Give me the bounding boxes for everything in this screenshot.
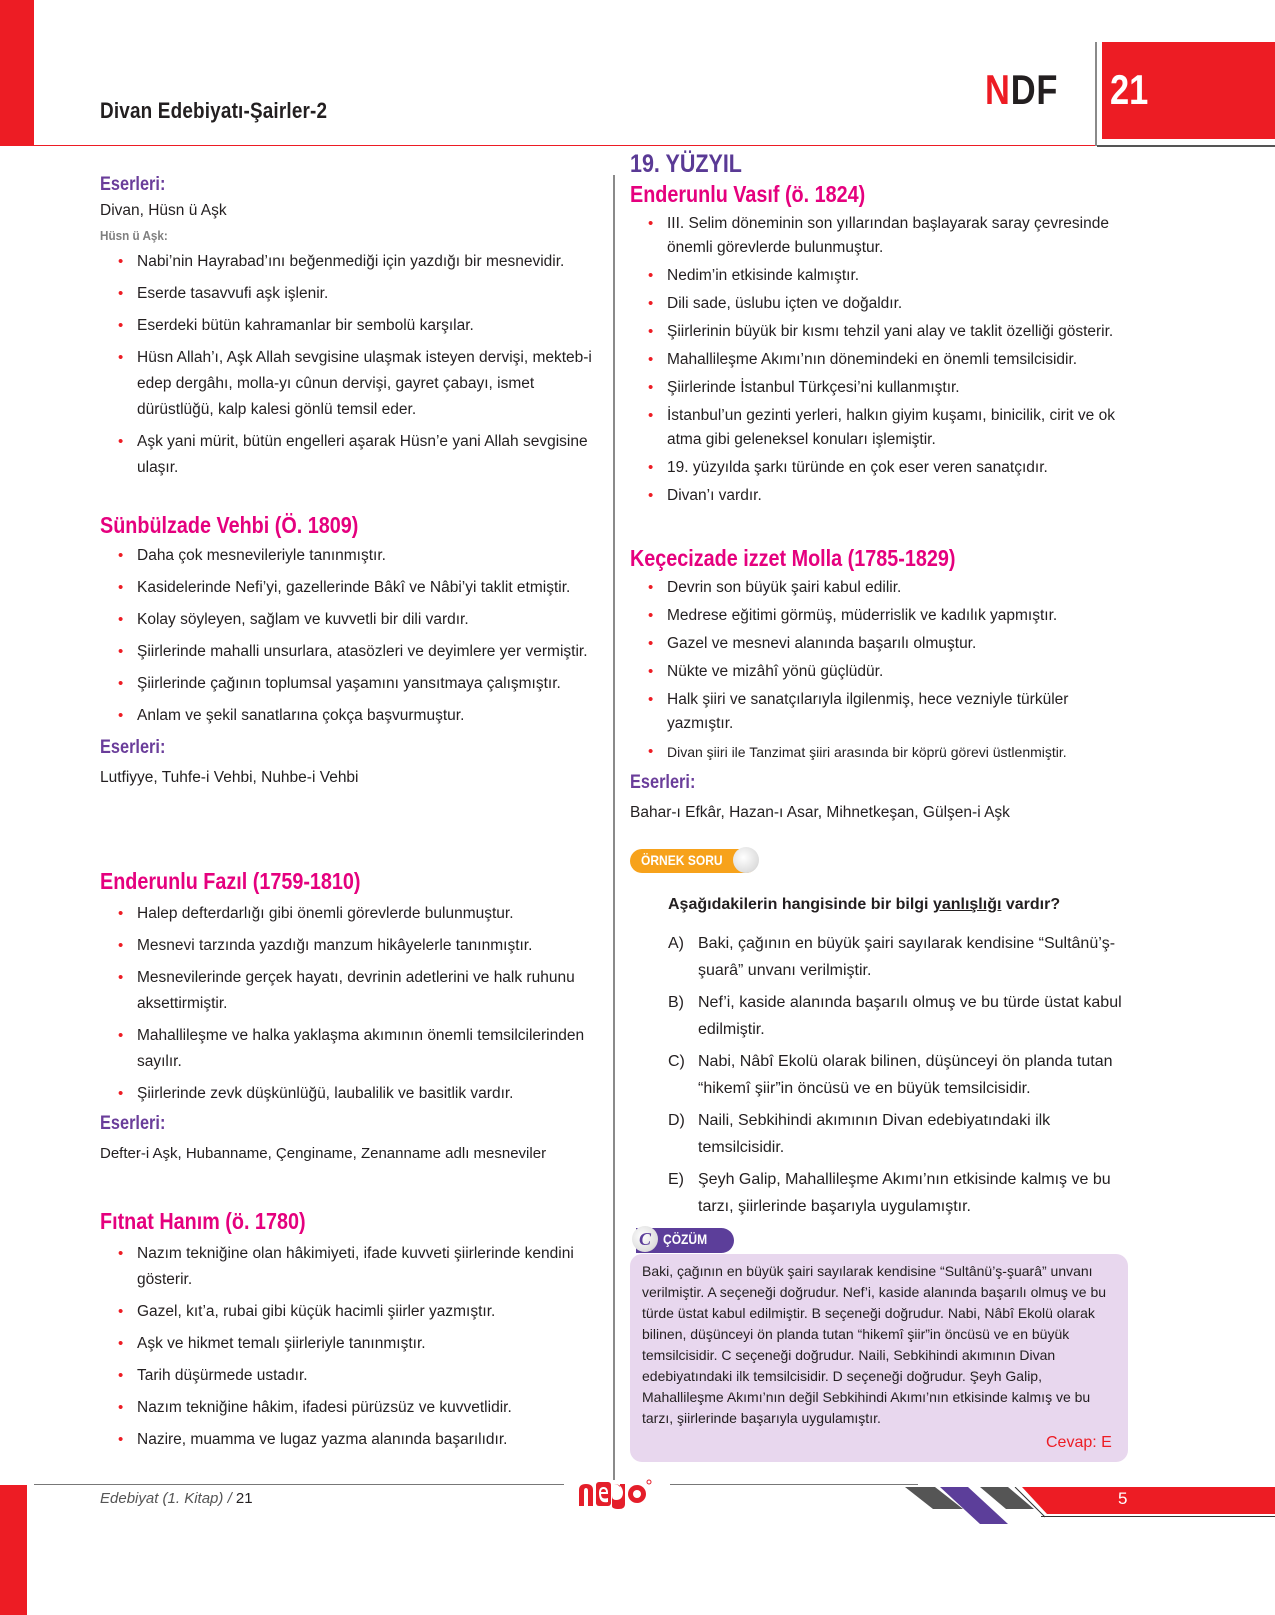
list-item: • Halk şiiri ve sanatçılarıyla ilgilenmiş, hece vezniyle türküler yazmıştır. — [630, 688, 1130, 736]
bullet-icon: • — [118, 1245, 124, 1262]
list-item: • Kasidelerinde Nefi’yi, gazellerinde Bâkî ve Nâbi’yi taklit etmiştir. — [100, 575, 605, 601]
answer-options — [668, 930, 1128, 1225]
option-c[interactable] — [668, 1048, 1128, 1102]
list-item: • Tarih düşürmede ustadır. — [100, 1363, 605, 1389]
fazil-section — [100, 868, 605, 1162]
option-text: Nabi, Nâbî Ekolü olarak bilinen, düşünceyi ön planda tutan “hikemî şiir”in öncüsü ve en büyük temsilcisidir. — [698, 1053, 1113, 1097]
list-item: • Divan şiiri ile Tanzimat şiiri arasında bir köprü görevi üstlenmiştir. — [630, 740, 1130, 764]
section-code-separator — [1095, 42, 1097, 146]
list-item: • Divan’ı vardır. — [630, 484, 1130, 508]
option-letter: D) — [668, 1112, 685, 1129]
header-divider — [34, 145, 1099, 146]
option-a[interactable] — [668, 930, 1128, 984]
bullet-icon: • — [118, 611, 124, 628]
century-heading: 19. YÜZYIL — [630, 150, 742, 178]
list-item: • Şiirlerinde zevk düşkünlüğü, laubalilik ve basitlik vardır. — [100, 1081, 605, 1107]
bullet-icon: • — [118, 675, 124, 692]
column-divider — [613, 175, 615, 1480]
bullet-icon: • — [648, 743, 654, 760]
option-letter: E) — [668, 1171, 684, 1188]
publisher-logo — [575, 1476, 665, 1512]
left-edge-bar — [0, 0, 34, 146]
example-question-label: ÖRNEK SORU — [641, 852, 723, 868]
vehbi-works: Lutfiyye, Tuhfe-i Vehbi, Nuhbe-i Vehbi — [100, 769, 359, 786]
bullet-icon: • — [118, 579, 124, 596]
bullet-icon: • — [648, 691, 654, 708]
works-heading: Eserleri: — [100, 174, 166, 195]
list-item: • Aşk ve hikmet temalı şiirleriyle tanınmıştır. — [100, 1331, 605, 1357]
bullet-icon: • — [648, 267, 654, 284]
list-item: • Eserde tasavvufi aşk işlenir. — [100, 281, 605, 307]
bullet-icon: • — [118, 937, 124, 954]
bullet-icon: • — [648, 663, 654, 680]
fazil-heading: Enderunlu Fazıl (1759-1810) — [100, 868, 361, 894]
list-item: • Devrin son büyük şairi kabul edilir. — [630, 576, 1130, 600]
question-text: Aşağıdakilerin hangisinde bir bilgi yanlışlığı vardır? — [668, 896, 1061, 913]
list-item: • Dili sade, üslubu içten ve doğaldır. — [630, 292, 1130, 316]
bullet-icon: • — [648, 487, 654, 504]
fitnat-section — [100, 1208, 605, 1459]
vehbi-list — [100, 543, 605, 729]
list-item: • Nükte ve mizâhî yönü güçlüdür. — [630, 660, 1130, 684]
option-text: Naili, Sebkihindi akımının Divan edebiyatındaki ilk temsilcisidir. — [698, 1112, 1051, 1156]
vasif-list — [630, 212, 1130, 508]
list-item: • Kolay söyleyen, sağlam ve kuvvetli bir dili vardır. — [100, 607, 605, 633]
bullet-icon: • — [118, 1085, 124, 1102]
list-item: • Eserdeki bütün kahramanlar bir sembolü karşılar. — [100, 313, 605, 339]
badge-knob-icon — [733, 847, 759, 873]
option-text: Şeyh Galip, Mahallileşme Akımı’nın etkisinde kalmış ve bu tarzı, şiirlerinde başarıyla uygulamıştır. — [698, 1171, 1111, 1215]
izzet-heading: Keçecizade izzet Molla (1785-1829) — [630, 545, 956, 571]
list-item: • Gazel ve mesnevi alanında başarılı olmuştur. — [630, 632, 1130, 656]
list-item: • III. Selim döneminin son yıllarından başlayarak saray çevresinde önemli görevlerde bulunmuştur. — [630, 212, 1130, 260]
option-text: Baki, çağının en büyük şairi sayılarak kendisine “Sultânü’ş-şuarâ” unvanı verilmiştir. — [698, 935, 1116, 979]
nabi-works-section — [100, 174, 605, 487]
option-e[interactable] — [668, 1166, 1128, 1220]
bullet-icon: • — [118, 643, 124, 660]
husn-u-ask-subheading: Hüsn ü Aşk: — [100, 228, 168, 243]
page-number-tab — [1022, 1487, 1275, 1514]
izzet-section — [630, 545, 1130, 822]
izzet-works-heading: Eserleri: — [630, 772, 696, 793]
bullet-icon: • — [118, 317, 124, 334]
footer-divider-left — [34, 1484, 564, 1485]
bullet-icon: • — [118, 969, 124, 986]
list-item: • Şiirlerinin büyük bir kısmı tehzil yani alay ve taklit özelliği gösterir. — [630, 320, 1130, 344]
list-item: • Mesnevi tarzında yazdığı manzum hikâyelerle tanınmıştır. — [100, 933, 605, 959]
vehbi-works-heading: Eserleri: — [100, 737, 166, 758]
bullet-icon: • — [118, 1335, 124, 1352]
bullet-icon: • — [118, 1027, 124, 1044]
list-item: • Anlam ve şekil sanatlarına çokça başvurmuştur. — [100, 703, 605, 729]
list-item: • Nabi’nin Hayrabad’ını beğenmediği için yazdığı bir mesnevidir. — [100, 249, 605, 275]
izzet-works: Bahar-ı Efkâr, Hazan-ı Asar, Mihnetkeşan, Gülşen-i Aşk — [630, 804, 1010, 821]
fitnat-list — [100, 1241, 605, 1453]
bullet-icon: • — [648, 407, 654, 424]
bullet-icon: • — [648, 579, 654, 596]
section-code-prefix: N — [985, 66, 1011, 113]
footer-divider-right — [670, 1484, 918, 1485]
footer-edge-bar — [0, 1485, 27, 1615]
list-item: • Medrese eğitimi görmüş, müderrislik ve kadılık yapmıştır. — [630, 604, 1130, 628]
book-reference: Edebiyat (1. Kitap) / 21 — [100, 1490, 253, 1507]
list-item: • İstanbul’un gezinti yerleri, halkın giyim kuşamı, binicilik, cirit ve ok atma gibi geleneksel konuları işlemiştir. — [630, 404, 1130, 452]
bullet-icon: • — [648, 215, 654, 232]
bullet-icon: • — [648, 323, 654, 340]
bullet-icon: • — [648, 459, 654, 476]
solution-label: ÇÖZÜM — [663, 1231, 708, 1247]
works-text: Divan, Hüsn ü Aşk — [100, 202, 227, 219]
husn-u-ask-list — [100, 249, 605, 481]
fazil-works-heading: Eserleri: — [100, 1113, 166, 1134]
answer-key: Cevap: E — [1046, 1434, 1112, 1451]
fitnat-heading: Fıtnat Hanım (ö. 1780) — [100, 1208, 306, 1234]
bullet-icon: • — [648, 607, 654, 624]
section-number-underline — [1097, 145, 1275, 147]
option-text: Nef’i, kaside alanında başarılı olmuş ve bu türde üstat kabul edilmiştir. — [698, 994, 1122, 1038]
list-item: • Şiirlerinde İstanbul Türkçesi’ni kullanmıştır. — [630, 376, 1130, 400]
list-item: • Gazel, kıt’a, rubai gibi küçük hacimli şiirler yazmıştır. — [100, 1299, 605, 1325]
list-item: • Nazım tekniğine hâkim, ifadesi pürüzsüz ve kuvvetlidir. — [100, 1395, 605, 1421]
bullet-icon: • — [118, 547, 124, 564]
bullet-icon: • — [118, 349, 124, 366]
option-b[interactable] — [668, 989, 1128, 1043]
section-code — [985, 66, 1058, 114]
nego-logo-icon — [575, 1476, 665, 1512]
list-item: • Şiirlerinde mahalli unsurlara, atasözleri ve deyimlere yer vermiştir. — [100, 639, 605, 665]
list-item: • Halep defterdarlığı gibi önemli görevlerde bulunmuştur. — [100, 901, 605, 927]
bullet-icon: • — [648, 295, 654, 312]
list-item: • 19. yüzyılda şarkı türünde en çok eser veren sanatçıdır. — [630, 456, 1130, 480]
list-item: • Daha çok mesnevileriyle tanınmıştır. — [100, 543, 605, 569]
list-item: • Aşk yani mürit, bütün engelleri aşarak Hüsn’e yani Allah sevgisine ulaşır. — [100, 429, 605, 481]
page-title: Divan Edebiyatı-Şairler-2 — [100, 98, 328, 123]
section-number: 21 — [1110, 66, 1149, 113]
vasif-heading: Enderunlu Vasıf (ö. 1824) — [630, 181, 866, 207]
fazil-works: Defter-i Aşk, Hubanname, Çenginame, Zenanname adlı mesneviler — [100, 1145, 547, 1162]
vasif-section — [630, 150, 1130, 512]
bullet-icon: • — [648, 379, 654, 396]
bullet-icon: • — [648, 351, 654, 368]
izzet-list — [630, 576, 1130, 764]
bullet-icon: • — [118, 1399, 124, 1416]
vehbi-heading: Sünbülzade Vehbi (Ö. 1809) — [100, 512, 359, 538]
list-item: • Mesnevilerinde gerçek hayatı, devrinin adetlerini ve halk ruhunu aksettirmiştir. — [100, 965, 605, 1017]
bullet-icon: • — [118, 433, 124, 450]
page-number: 5 — [1118, 1489, 1128, 1508]
section-code-rest: DF — [1010, 66, 1059, 113]
bullet-icon: • — [118, 1303, 124, 1320]
list-item: • Nazım tekniğine olan hâkimiyeti, ifade kuvveti şiirlerinde kendini gösterir. — [100, 1241, 605, 1293]
option-letter: B) — [668, 994, 684, 1011]
list-item: • Mahallileşme ve halka yaklaşma akımının önemli temsilcilerinden sayılır. — [100, 1023, 605, 1075]
bullet-icon: • — [118, 1367, 124, 1384]
list-item: • Hüsn Allah’ı, Aşk Allah sevgisine ulaşmak isteyen dervişi, mekteb-i edep dergâhı, molla-yı cûnun dervişi, gayret çabayı, ismet dürüstlüğü, kalp kalesi gönlü temsil eder. — [100, 345, 605, 423]
page-number-underline — [1041, 1516, 1275, 1517]
solution-c-icon: C — [632, 1226, 658, 1252]
list-item: • Nazire, muamma ve lugaz yazma alanında başarılıdır. — [100, 1427, 605, 1453]
option-letter: C) — [668, 1053, 685, 1070]
option-d[interactable] — [668, 1107, 1128, 1161]
list-item: • Şiirlerinde çağının toplumsal yaşamını yansıtmaya çalışmıştır. — [100, 671, 605, 697]
vehbi-section — [100, 512, 605, 787]
fazil-list — [100, 901, 605, 1107]
bullet-icon: • — [118, 1431, 124, 1448]
bullet-icon: • — [118, 253, 124, 270]
bullet-icon: • — [118, 285, 124, 302]
solution-text: Baki, çağının en büyük şairi sayılarak kendisine “Sultânü’ş-şuarâ” unvanı verilmiştir. A seçeneği doğrudur. Nef’i, kaside alanında başarılı olmuş ve bu türde üstat kabul edilmiştir. B seçeneği doğrudur. Nabi, Nâbî Ekolü olarak bilinen, düşünceyi ön planda tutan “hikemî şiir”in öncüsü ve en büyük temsilcisidir. C seçeneği doğrudur. Naili, Sebkihindi akımının Divan edebiyatındaki ilk temsilcisidir. D seçeneği doğrudur. Şeyh Galip, Mahallileşme Akımı’nın değil Sebkihindi Akımı’nın etkisinde kalmış ve bu tarzı, şiirlerinde başarıyla uygulamıştır. — [642, 1263, 1107, 1426]
list-item: • Nedim’in etkisinde kalmıştır. — [630, 264, 1130, 288]
option-letter: A) — [668, 935, 684, 952]
bullet-icon: • — [118, 707, 124, 724]
list-item: • Mahallileşme Akımı’nın dönemindeki en önemli temsilcisidir. — [630, 348, 1130, 372]
bullet-icon: • — [118, 905, 124, 922]
bullet-icon: • — [648, 635, 654, 652]
